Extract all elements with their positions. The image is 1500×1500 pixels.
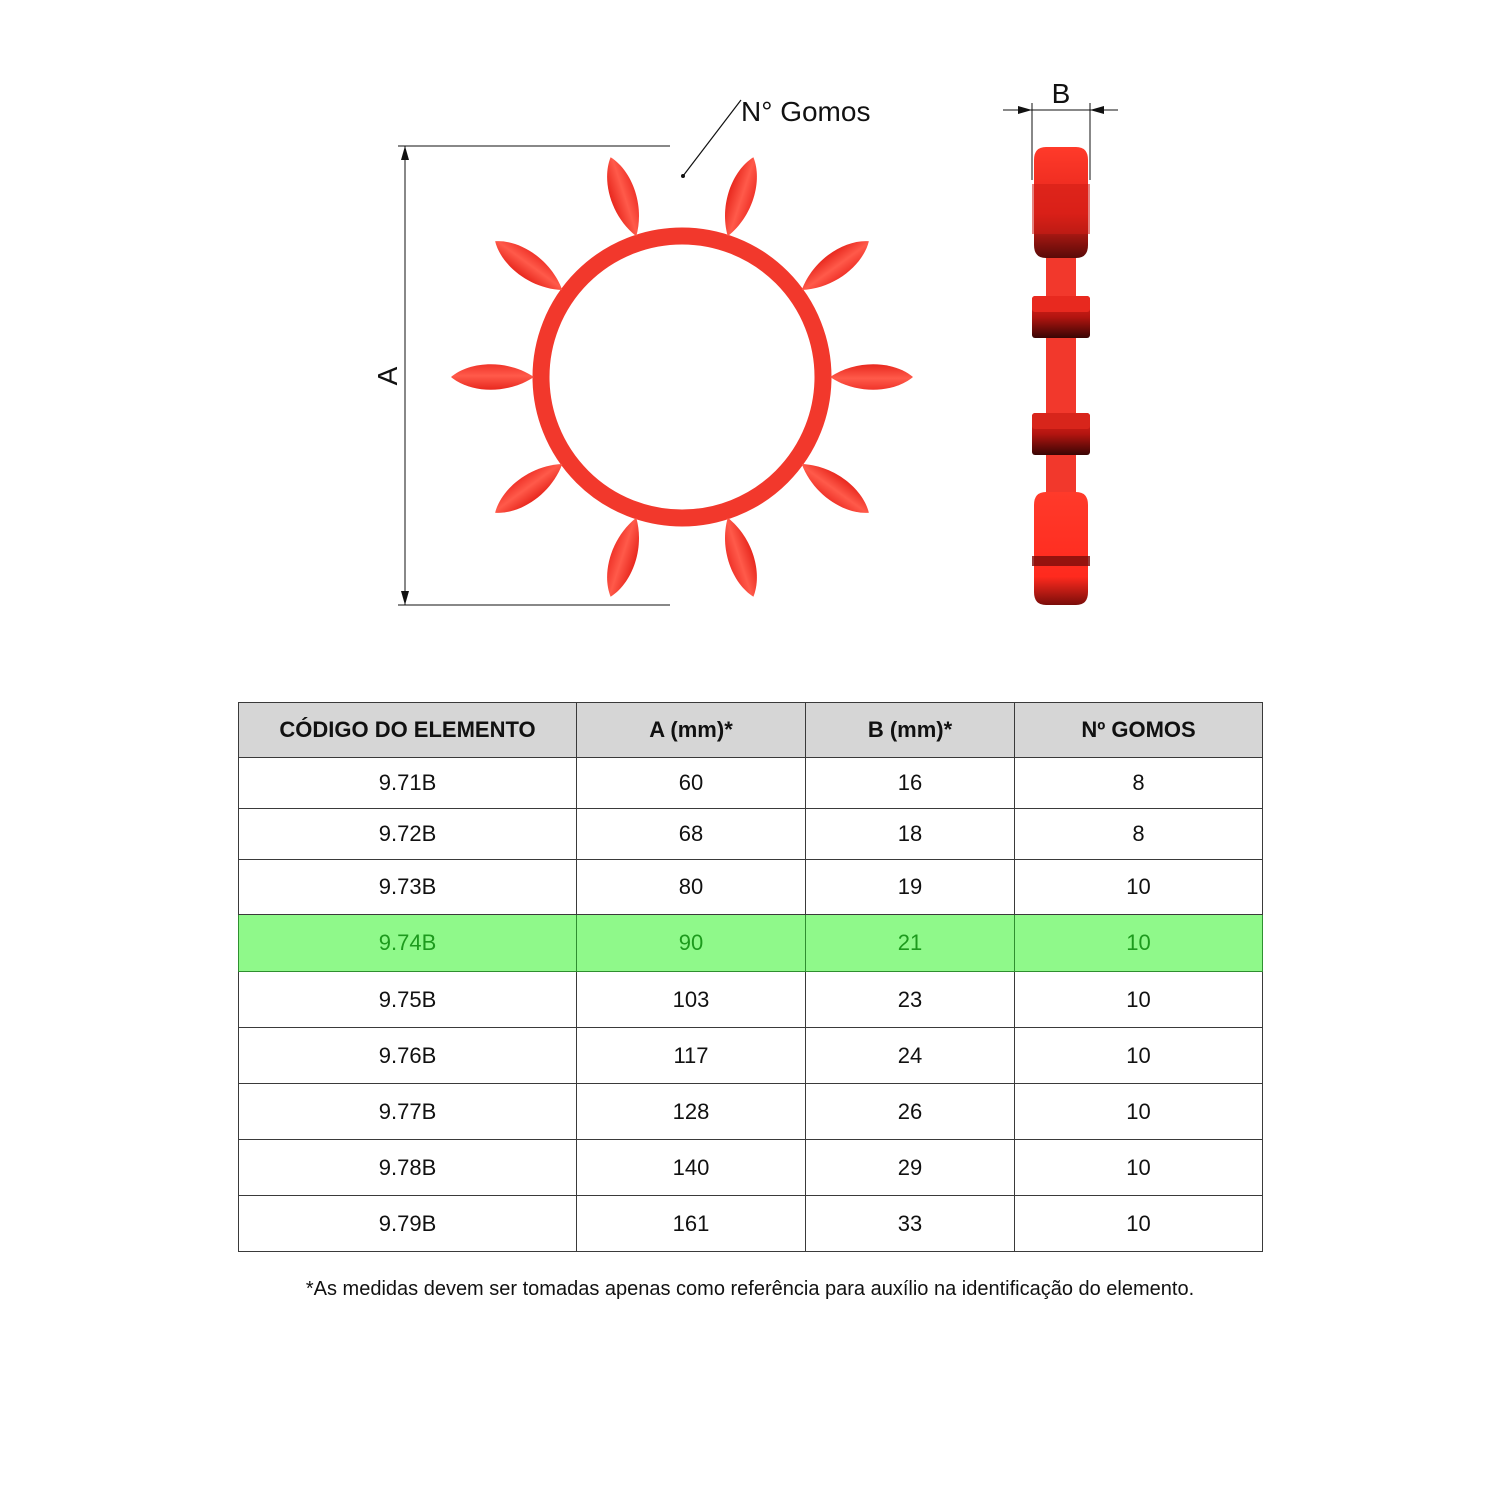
lobe — [830, 364, 913, 390]
cell-code: 9.76B — [239, 1028, 577, 1084]
technical-drawing — [0, 0, 1500, 680]
dimensions-table — [238, 702, 1263, 1252]
cell-a: 103 — [577, 972, 806, 1028]
side-lobe-bottom-band — [1032, 556, 1090, 566]
cell-gomos: 10 — [1015, 1140, 1263, 1196]
lobe — [716, 514, 766, 601]
lobe — [451, 364, 534, 390]
cell-a: 117 — [577, 1028, 806, 1084]
cell-b: 24 — [806, 1028, 1015, 1084]
lobe — [488, 231, 570, 300]
table-row — [239, 1196, 1263, 1252]
gomos-leader-line — [683, 100, 741, 176]
lobe — [598, 153, 648, 240]
table-row — [239, 972, 1263, 1028]
cell-code: 9.72B — [239, 809, 577, 860]
dim-b-arrow-right — [1090, 106, 1104, 114]
cell-gomos: 10 — [1015, 915, 1263, 972]
table-row — [239, 809, 1263, 860]
cell-gomos: 8 — [1015, 809, 1263, 860]
dim-b-arrow-left — [1018, 106, 1032, 114]
cell-a: 90 — [577, 915, 806, 972]
table-row — [239, 1028, 1263, 1084]
table-row — [239, 860, 1263, 915]
cell-b: 23 — [806, 972, 1015, 1028]
cell-b: 29 — [806, 1140, 1015, 1196]
gomos-leader-dot — [681, 174, 685, 178]
cell-code: 9.77B — [239, 1084, 577, 1140]
table-header-row — [239, 703, 1263, 758]
cell-a: 128 — [577, 1084, 806, 1140]
front-view — [372, 96, 913, 605]
side-lobe-top-band — [1032, 184, 1090, 234]
lobe — [716, 153, 766, 240]
lobe — [794, 454, 876, 523]
cell-a: 60 — [577, 758, 806, 809]
table-row — [239, 1140, 1263, 1196]
cell-a: 80 — [577, 860, 806, 915]
side-web — [1046, 255, 1076, 495]
cell-b: 26 — [806, 1084, 1015, 1140]
lobe — [794, 231, 876, 300]
cell-gomos: 10 — [1015, 1196, 1263, 1252]
cell-b: 33 — [806, 1196, 1015, 1252]
cell-code: 9.71B — [239, 758, 577, 809]
cell-code: 9.79B — [239, 1196, 577, 1252]
side-view — [1003, 78, 1118, 605]
cell-a: 161 — [577, 1196, 806, 1252]
dim-a-label: A — [372, 366, 403, 386]
dim-b-label: B — [1051, 78, 1071, 109]
gomos-label: N° Gomos — [741, 96, 871, 127]
cell-gomos: 10 — [1015, 1084, 1263, 1140]
cell-gomos: 10 — [1015, 1028, 1263, 1084]
cell-code: 9.78B — [239, 1140, 577, 1196]
side-bar-2-top — [1032, 413, 1090, 429]
side-bar-1-top — [1032, 296, 1090, 312]
table-row-highlighted — [239, 915, 1263, 972]
footnote: *As medidas devem ser tomadas apenas como referência para auxílio na identificação do elemento. — [305, 1278, 1195, 1300]
cell-code: 9.75B — [239, 972, 577, 1028]
lobe — [598, 514, 648, 601]
cell-gomos: 8 — [1015, 758, 1263, 809]
side-lobe-bottom — [1034, 492, 1088, 605]
lobes — [451, 153, 913, 600]
lobe — [488, 454, 570, 523]
table-row — [239, 1084, 1263, 1140]
cell-b: 18 — [806, 809, 1015, 860]
header-b: B (mm)* — [806, 703, 1015, 758]
cell-gomos: 10 — [1015, 972, 1263, 1028]
dimensions-table-wrapper — [238, 702, 1262, 1252]
header-a: A (mm)* — [577, 703, 806, 758]
cell-b: 19 — [806, 860, 1015, 915]
cell-a: 68 — [577, 809, 806, 860]
cell-b: 21 — [806, 915, 1015, 972]
header-code: CÓDIGO DO ELEMENTO — [239, 703, 577, 758]
dim-a-arrow-bottom — [401, 591, 409, 605]
cell-code: 9.73B — [239, 860, 577, 915]
cell-b: 16 — [806, 758, 1015, 809]
cell-code: 9.74B — [239, 915, 577, 972]
cell-gomos: 10 — [1015, 860, 1263, 915]
table-row — [239, 758, 1263, 809]
ring — [541, 236, 823, 518]
cell-a: 140 — [577, 1140, 806, 1196]
header-gomos: Nº GOMOS — [1015, 703, 1263, 758]
dim-a-arrow-top — [401, 146, 409, 160]
